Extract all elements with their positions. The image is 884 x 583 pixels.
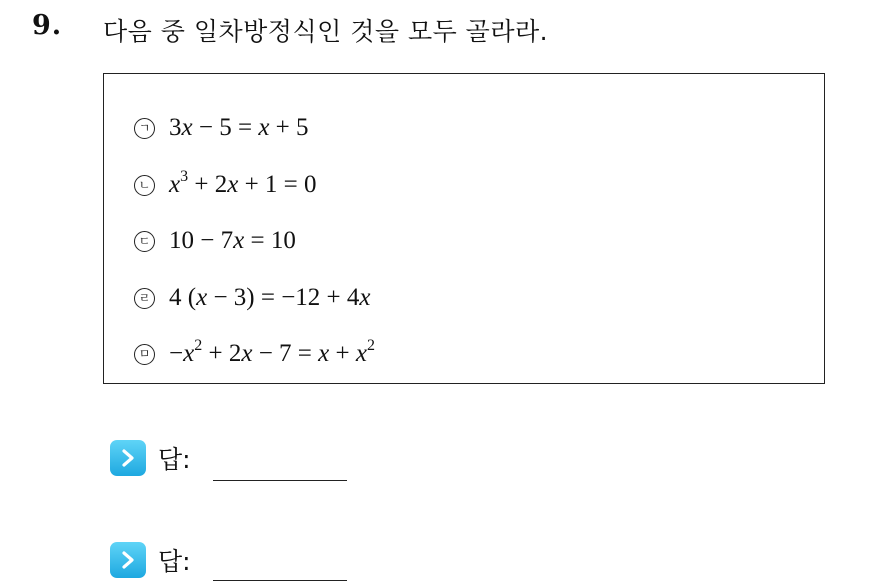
answer-row-1 (110, 438, 191, 478)
option-equation: 4 (x − 3) = −12 + 4x (169, 284, 371, 311)
option-equation: $-x^2 + 2x - 7 = x + x^2$ (169, 337, 375, 367)
option-marker: ㄷ (134, 231, 155, 252)
option-marker: ㄱ (134, 118, 155, 139)
option-5 (134, 338, 375, 370)
option-equation: $x^3 + 2x + 1 = 0$ (169, 168, 317, 198)
question-number: 9. (32, 10, 63, 41)
option-equation: 10 − 7x = 10 (169, 227, 296, 254)
answer-blank[interactable] (213, 480, 347, 481)
chevron-right-icon (110, 542, 146, 578)
question-text: 다음 중 일차방정식인 것을 모두 골라라. (103, 17, 549, 46)
answer-blank[interactable] (213, 580, 347, 581)
option-4 (134, 282, 371, 314)
chevron-right-icon (110, 440, 146, 476)
option-3 (134, 225, 296, 257)
answer-row-2 (110, 540, 191, 580)
option-1 (134, 112, 309, 144)
option-marker: ㄴ (134, 175, 155, 196)
answer-label: 답: (158, 547, 191, 576)
options-box (103, 73, 825, 384)
option-equation: 3x − 5 = x + 5 (169, 114, 309, 141)
option-2 (134, 169, 317, 201)
option-marker: ㄹ (134, 288, 155, 309)
option-marker: ㅁ (134, 344, 155, 365)
answer-label: 답: (158, 445, 191, 474)
